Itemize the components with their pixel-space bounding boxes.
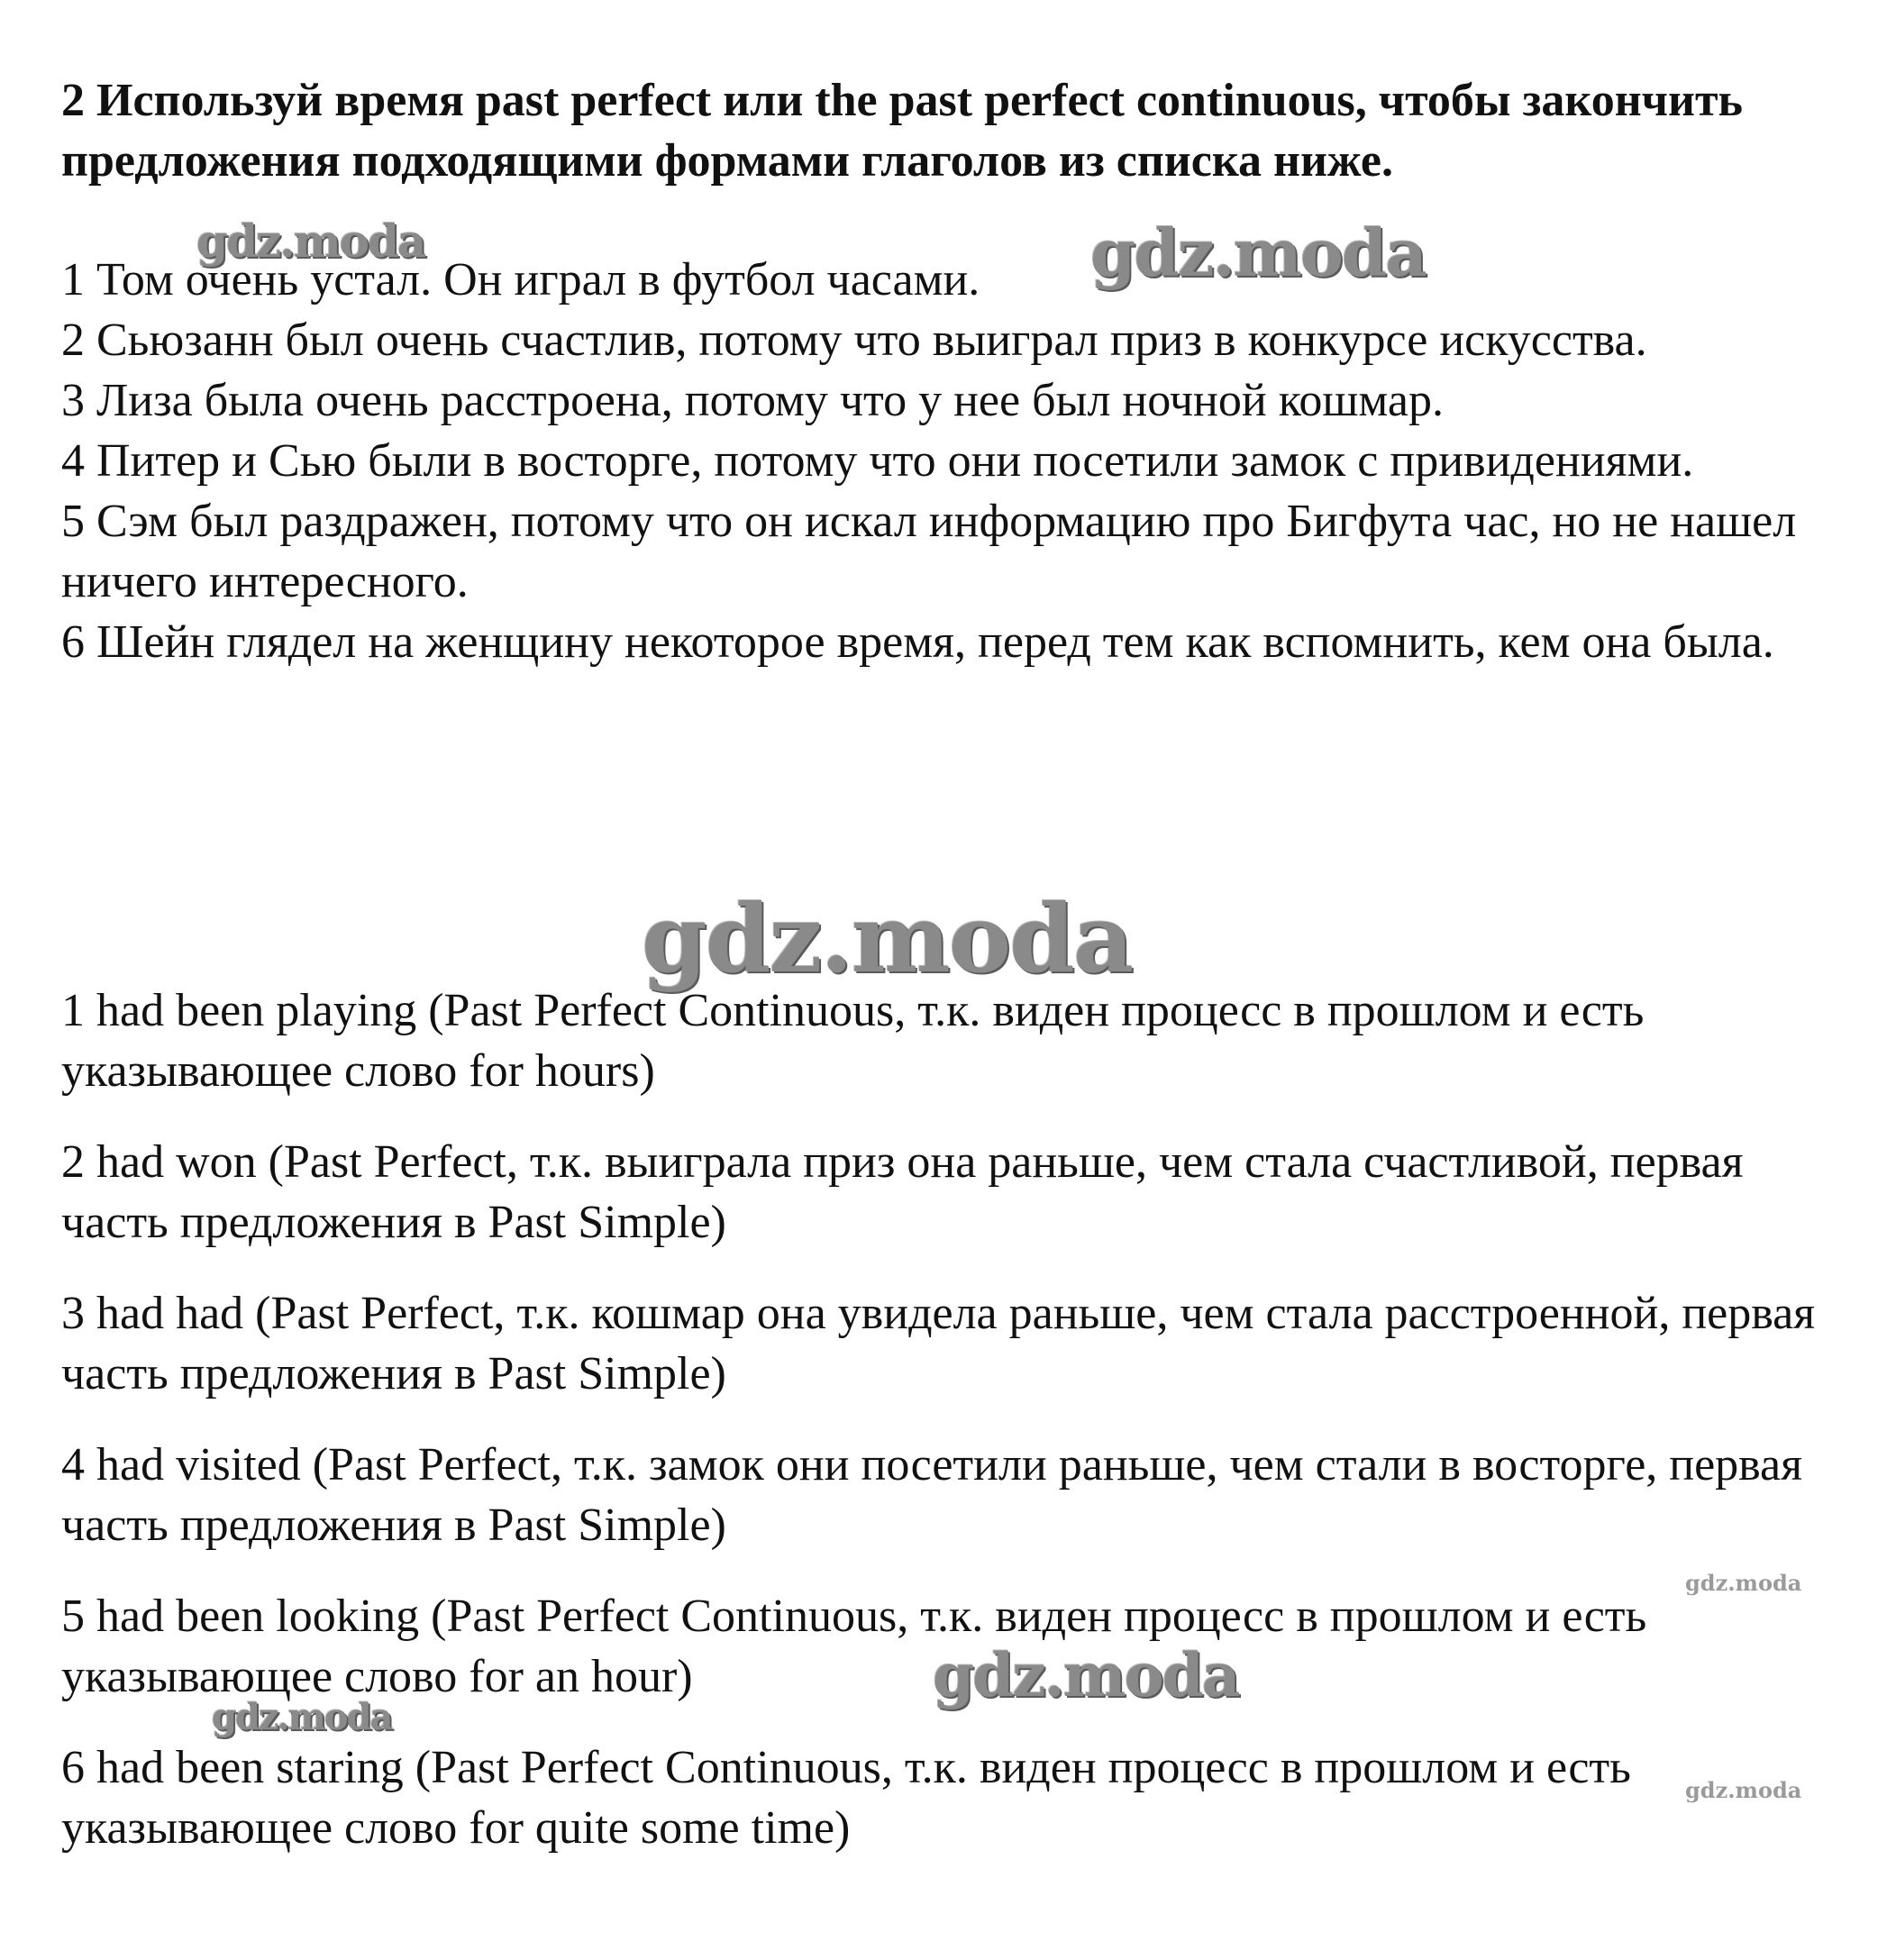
answer-2: 2 had won (Past Perfect, т.к. выиграла приз она раньше, чем стала счастливой, первая часть предложения в Past Simple)	[61, 1136, 1744, 1248]
task-heading: 2 Используй время past perfect или the past perfect continuous, чтобы закончить предложения подходящими формами глаголов из списка ниже.	[61, 75, 1743, 187]
task-sentence-5: 5 Сэм был раздражен, потому что он искал информацию про Бигфута час, но не нашел ничего интересного.	[61, 496, 1797, 607]
task-sentence-4: 4 Питер и Сью были в восторге, потому что они посетили замок с привидениями.	[61, 435, 1694, 487]
task-sentence-3: 3 Лиза была очень расстроена, потому что у нее был ночной кошмар.	[61, 375, 1444, 426]
task-sentences	[61, 250, 1828, 672]
watermark-logo: gdz.moda	[196, 214, 425, 268]
watermark-logo: gdz.moda	[212, 1696, 392, 1738]
answer-5: 5 had been looking (Past Perfect Continuous, т.к. виден процесс в прошлом и есть указывающее слово for an hour)	[61, 1591, 1647, 1702]
watermark-logo: gdz.moda	[1685, 1570, 1802, 1596]
answer-4: 4 had visited (Past Perfect, т.к. замок они посетили раньше, чем стали в восторге, первая часть предложения в Past Simple)	[61, 1439, 1803, 1551]
watermark-logo: gdz.moda	[1090, 214, 1426, 291]
watermark-logo: gdz.moda	[933, 1640, 1239, 1710]
task-sentence-2: 2 Сьюзанн был очень счастлив, потому что выиграл приз в конкурсе искусства.	[61, 315, 1647, 366]
answer-1: 1 had been playing (Past Perfect Continuous, т.к. виден процесс в прошлом и есть указывающее слово for hours)	[61, 985, 1645, 1097]
answer-6: 6 had been staring (Past Perfect Continuous, т.к. виден процесс в прошлом и есть указывающее слово for quite some time)	[61, 1742, 1631, 1854]
watermark-logo: gdz.moda	[642, 883, 1133, 994]
task-sentence-1: 1 Том очень устал. Он играл в футбол часами.	[61, 254, 980, 305]
answer-list	[61, 980, 1828, 1889]
task-sentence-6: 6 Шейн глядел на женщину некоторое время, перед тем как вспомнить, кем она была.	[61, 616, 1774, 668]
watermark-logo: gdz.moda	[1685, 1777, 1802, 1803]
answer-3: 3 had had (Past Perfect, т.к. кошмар она увидела раньше, чем стала расстроенной, первая часть предложения в Past Simple)	[61, 1288, 1816, 1399]
